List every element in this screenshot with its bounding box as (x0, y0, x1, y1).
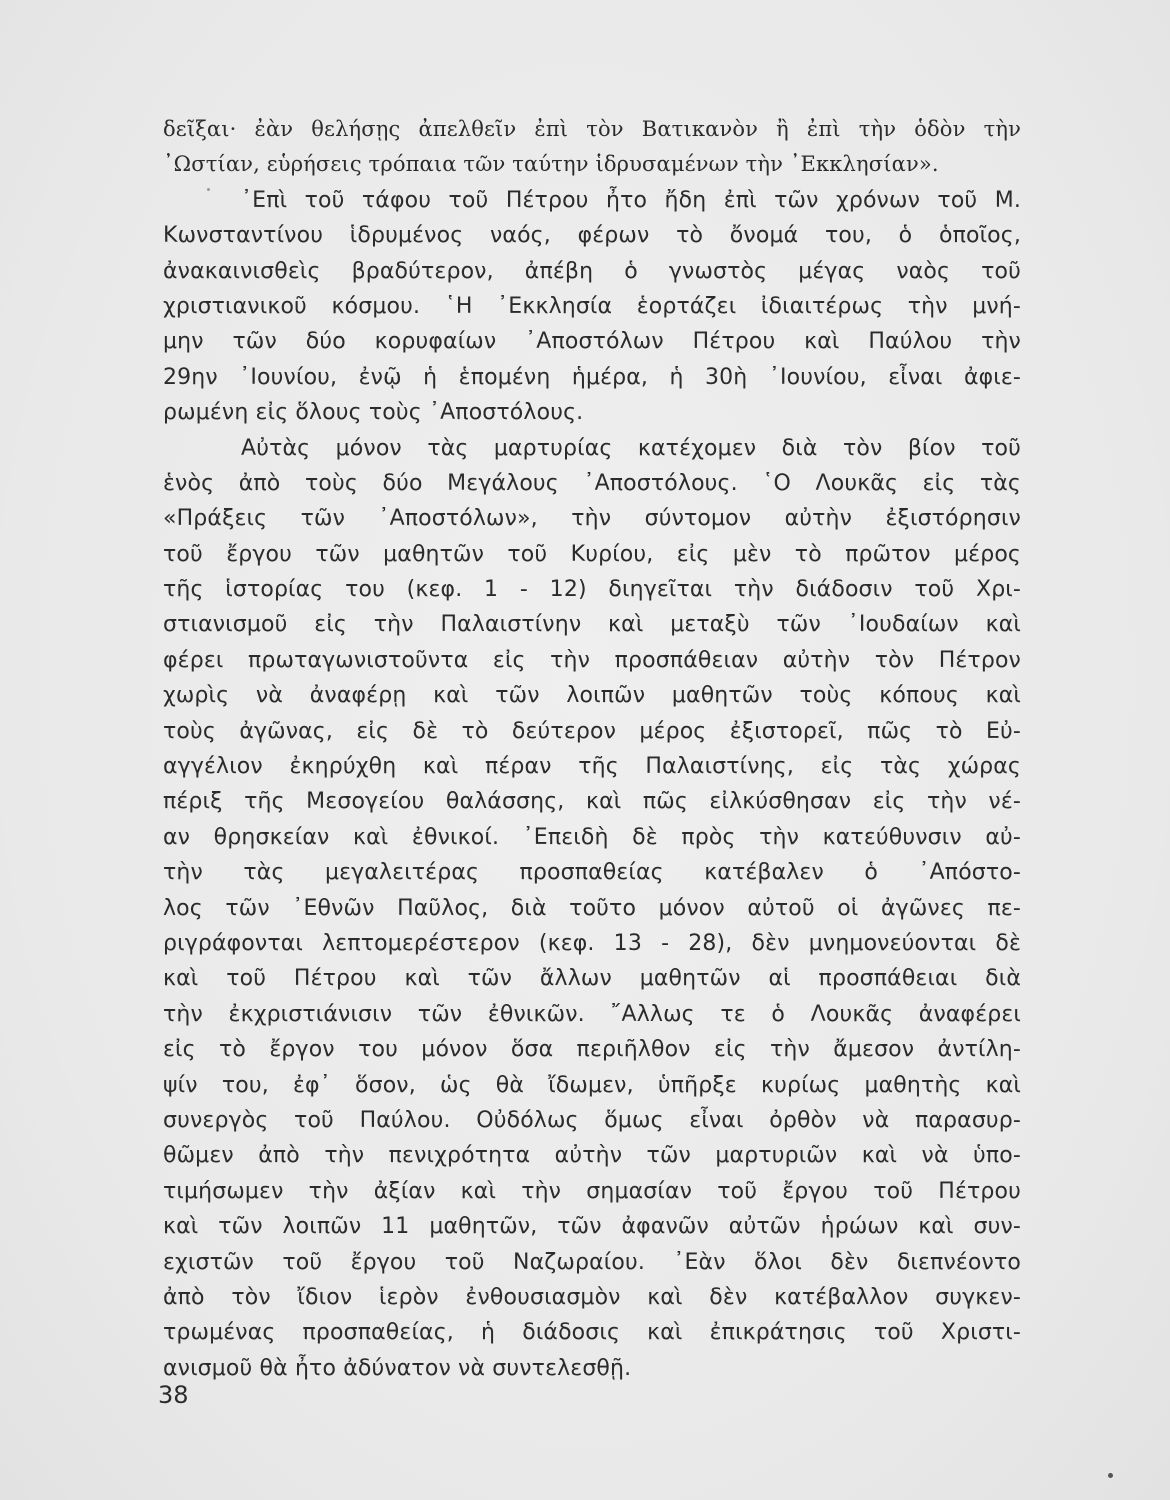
text-line: αγγέλιον ἐκηρύχθη καὶ πέραν τῆς Παλαιστίνης, εἰς τὰς χώρας (163, 754, 1021, 780)
text-line: ᾿Ωστίαν, εὑρήσεις τρόπαια τῶν ταύτην ἱδρυσαμένων τὴν ᾿Εκκλησίαν». (163, 152, 939, 177)
text-line: τιμήσωμεν τὴν ἀξίαν καὶ τὴν σημασίαν τοῦ ἔργου τοῦ Πέτρου (163, 1178, 1021, 1204)
text-line: Αὐτὰς μόνον τὰς μαρτυρίας κατέχομεν διὰ τὸν βίον τοῦ (241, 435, 1021, 461)
text-line: στιανισμοῦ εἰς τὴν Παλαιστίνην καὶ μεταξὺ τῶν ᾿Ιουδαίων καὶ (163, 612, 1021, 638)
text-line: «Πράξεις τῶν ᾿Αποστόλων», τὴν σύντομον αὐτὴν ἐξιστόρησιν (163, 506, 1021, 532)
text-line: πέριξ τῆς Μεσογείου θαλάσσης, καὶ πῶς εἰλκύσθησαν εἰς τὴν νέ- (163, 789, 1021, 815)
text-line: δεῖξαι· ἐὰν θελήσῃς ἀπελθεῖν ἐπὶ τὸν Βατικανὸν ἢ ἐπὶ τὴν ὁδὸν τὴν (163, 117, 1021, 141)
text-line: τὴν τὰς μεγαλειτέρας προσπαθείας κατέβαλεν ὁ ᾿Απόστο- (163, 860, 1021, 886)
text-line: εχιστῶν τοῦ ἔργου τοῦ Ναζωραίου. ᾿Εὰν ὅλοι δὲν διεπνέοντο (163, 1249, 1021, 1275)
dust-speck (1108, 1473, 1113, 1478)
text-line: συνεργὸς τοῦ Παύλου. Οὐδόλως ὅμως εἶναι ὀρθὸν νὰ παρασυρ- (163, 1107, 1021, 1133)
text-line: ἀνακαινισθεὶς βραδύτερον, ἀπέβη ὁ γνωστὸς μέγας ναὸς τοῦ (163, 258, 1021, 284)
text-line: καὶ τοῦ Πέτρου καὶ τῶν ἄλλων μαθητῶν αἱ προσπάθειαι διὰ (163, 966, 1021, 992)
text-line: χωρὶς νὰ ἀναφέρῃ καὶ τῶν λοιπῶν μαθητῶν τοὺς κόπους καὶ (163, 683, 1021, 709)
text-line: ἀπὸ τὸν ἴδιον ἱερὸν ἐνθουσιασμὸν καὶ δὲν κατέβαλλον συγκεν- (163, 1284, 1021, 1310)
text-line: ψίν του, ἐφ᾿ ὅσον, ὡς θὰ ἴδωμεν, ὑπῆρξε κυρίως μαθητὴς καὶ (163, 1072, 1021, 1098)
text-line: χριστιανικοῦ κόσμου. ῾Η ᾿Εκκλησία ἑορτάζει ἰδιαιτέρως τὴν μνή- (163, 293, 1021, 319)
text-line: καὶ τῶν λοιπῶν 11 μαθητῶν, τῶν ἀφανῶν αὐτῶν ἡρώων καὶ συν- (163, 1214, 1021, 1240)
text-line: τρωμένας προσπαθείας, ἡ διάδοσις καὶ ἐπικράτησις τοῦ Χριστι- (163, 1320, 1021, 1346)
dust-speck (207, 188, 210, 191)
text-line: λος τῶν ᾿Εθνῶν Παῦλος, διὰ τοῦτο μόνον αὐτοῦ οἱ ἀγῶνες πε- (163, 895, 1021, 921)
text-line: 29ην ᾿Ιουνίου, ἐνῷ ἡ ἑπομένη ἡμέρα, ἡ 30ὴ ᾿Ιουνίου, εἶναι ἀφιε- (163, 364, 1021, 390)
text-line: εἰς τὸ ἔργον του μόνον ὅσα περιῆλθον εἰς τὴν ἄμεσον ἀντίλη- (163, 1037, 1021, 1063)
text-line: τοὺς ἀγῶνας, εἰς δὲ τὸ δεύτερον μέρος ἐξιστορεῖ, πῶς τὸ Εὐ- (163, 718, 1021, 744)
text-line: τοῦ ἔργου τῶν μαθητῶν τοῦ Κυρίου, εἰς μὲν τὸ πρῶτον μέρος (163, 541, 1021, 567)
page-number: 38 (158, 1381, 189, 1409)
text-line: τῆς ἱστορίας του (κεφ. 1 - 12) διηγεῖται τὴν διάδοσιν τοῦ Χρι- (163, 577, 1021, 603)
text-line: φέρει πρωταγωνιστοῦντα εἰς τὴν προσπάθειαν αὐτὴν τὸν Πέτρον (163, 647, 1021, 673)
text-line: τὴν ἐκχριστιάνισιν τῶν ἐθνικῶν. ῎Αλλως τε ὁ Λουκᾶς ἀναφέρει (163, 1001, 1021, 1027)
text-line: ρωμένη εἰς ὅλους τοὺς ᾿Αποστόλους. (163, 400, 584, 426)
text-line: ᾿Επὶ τοῦ τάφου τοῦ Πέτρου ἦτο ἤδη ἐπὶ τῶν χρόνων τοῦ Μ. (241, 187, 1021, 213)
text-line: Κωνσταντίνου ἱδρυμένος ναός, φέρων τὸ ὄνομά του, ὁ ὁποῖος, (163, 223, 1021, 249)
text-line: ἑνὸς ἀπὸ τοὺς δύο Μεγάλους ᾿Αποστόλους. ῾Ο Λουκᾶς εἰς τὰς (163, 470, 1021, 496)
text-line: μην τῶν δύο κορυφαίων ᾿Αποστόλων Πέτρου καὶ Παύλου τὴν (163, 329, 1021, 355)
text-line: ανισμοῦ θὰ ἦτο ἀδύνατον νὰ συντελεσθῇ. (163, 1355, 632, 1381)
body-text (163, 112, 1021, 1386)
text-line: θῶμεν ἀπὸ τὴν πενιχρότητα αὐτὴν τῶν μαρτυριῶν καὶ νὰ ὑπο- (163, 1143, 1021, 1169)
text-line: αν θρησκείαν καὶ ἐθνικοί. ᾿Επειδὴ δὲ πρὸς τὴν κατεύθυνσιν αὐ- (163, 824, 1021, 850)
text-line: ριγράφονται λεπτομερέστερον (κεφ. 13 - 28), δὲν μνημονεύονται δὲ (163, 930, 1021, 956)
